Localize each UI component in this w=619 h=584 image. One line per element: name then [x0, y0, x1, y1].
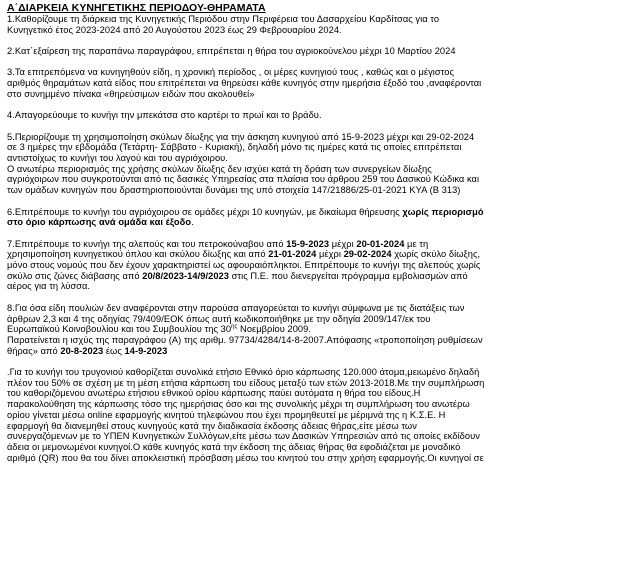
date-15-9-2023: 15-9-2023 [286, 238, 330, 249]
paragraph-2-line: 2.Κατ΄εξαίρεση της παραπάνω παραγράφου, επιτρέπεται η θήρα του αγριοκούνελου μέχρι 10 Μαρτίου 2024 [7, 46, 456, 57]
paragraph-8-text: Ευρωπαϊκού Κοινοβουλίου και του Συμβουλίου της 30 [7, 324, 232, 335]
paragraph-3-line: 3.Τα επιτρεπόμενα να κυνηγηθούν είδη, η χρονική περίοδος , οι μέρες κυνηγιού τους , καθώς και ο μέγιστος [7, 67, 455, 78]
date-20-8-2023: 20-8-2023 [60, 345, 104, 356]
paragraph-2 [7, 46, 611, 57]
paragraph-8-text: έως [103, 345, 125, 356]
paragraph-9-line: εφαρμογή θα διανεμηθεί στους κυνηγούς κατά την διαδικασία έκδοσης άδειας θήρας,είτε μέσω των [7, 420, 417, 431]
paragraph-9-line: του καθοριζόμενου ανωτέρω ετήσιου εθνικού ορίου κάρπωσης παύει αυτόματα η θήρα του είδους.Η [7, 388, 421, 399]
paragraph-3-line: αριθμός θηραμάτων κατά είδος που επιτρέπεται να θηρεύσει κάθε κυνηγός στην ημερήσια έξοδό του ,αναφέρονται [7, 78, 482, 89]
date-14-9-2023: 14-9-2023 [124, 345, 168, 356]
paragraph-6 [7, 207, 611, 228]
paragraph-9-line: ορίου γίνεται μέσω online εφαρμογής κινητού τηλεφώνου που έχει προμηθευτεί με μέριμνά της η Κ.Σ.Ε. Η [7, 409, 446, 420]
document-page [7, 2, 611, 463]
paragraph-7-line: μόνο στους νομούς που δεν έχουν χαρακτηριστεί ως αφουραιόπληκτοι. Επιτρέπουμε το κυνήγι της αλεπούς χωρίς [7, 260, 481, 271]
paragraph-7 [7, 239, 611, 293]
paragraph-5-line: των ομάδων κυνηγών που δραστηριοποιούνται δυνάμει της υπό στοιχεία 147/21886/25-01-2021 ΚΥΑ (Β 313) [7, 185, 461, 196]
paragraph-8-text: Νοεμβρίου 2009. [237, 324, 311, 335]
paragraph-9 [7, 367, 611, 463]
paragraph-7-text: χωρίς σκύλο δίωξης, [391, 249, 481, 260]
paragraph-5-line: αντιστοίχως το κυνήγι του λαγού και του αγριόχοιρου. [7, 153, 228, 164]
paragraph-5-line: Ο ανωτέρω περιορισμός της χρήσης σκύλων δίωξης δεν ισχύει κατά τη δράση των συνεργείων δίωξης [7, 163, 432, 174]
paragraph-3 [7, 67, 611, 99]
paragraph-8-text: θήρας» από [7, 345, 61, 356]
paragraph-7-text: χρησιμοποίηση κυνηγετικού όπλου και σκύλου δίωξης και από [7, 249, 269, 260]
paragraph-7-text: σκύλο στις ζώνες διάβασης από [7, 270, 143, 281]
date-20-01-2024: 20-01-2024 [356, 238, 405, 249]
paragraph-6-line [7, 217, 611, 228]
paragraph-9-line: άδεια οι μεμονωμένοι κυνηγοί.Ο κάθε κυνηγός κατά την έκδοση της άδειας θήρας θα εφοδιάζεται με μοναδικό [7, 442, 461, 452]
paragraph-8 [7, 303, 611, 357]
paragraph-4 [7, 110, 611, 121]
paragraph-5-line: 5.Περιορίζουμε τη χρησιμοποίηση σκύλων δίωξης για την άσκηση κυνηγιού από 15-9-2023 μέχρι και 29-02-2024 [7, 131, 475, 142]
paragraph-3-line: στο συνημμένο πίνακα «θηρεύσιμων ειδών που ακολουθεί» [7, 88, 255, 99]
paragraph-5 [7, 132, 611, 196]
date-21-01-2024: 21-01-2024 [268, 249, 317, 260]
page-title: Α΄ΔΙΑΡΚΕΙΑ ΚΥΝΗΓΕΤΙΚΗΣ ΠΕΡΙΟΔΟΥ-ΘΗΡΑΜΑΤΑ [7, 2, 266, 14]
paragraph-8-line: 8.Για όσα είδη πουλιών δεν αναφέρονται στην παρούσα απαγορεύεται το κυνήγι σύμφωνα με τις διατάξεις των [7, 302, 465, 313]
paragraph-6-text: 6.Επιτρέπουμε το κυνήγι του αγριόχοιρου σε ομάδες μέχρι 10 κυνηγών, με δικαίωμα θήρευσης [7, 206, 403, 217]
paragraph-8-line [7, 346, 611, 357]
paragraph-5-line: σε 3 ημέρες την εβδομάδα (Τετάρτη- Σάββατο - Κυριακή), δηλαδή μόνο τις ημέρες κατά τις οποίες επιτρέπεται [7, 142, 462, 153]
paragraph-7-line: αέρος για τη λύσσα. [7, 281, 91, 292]
paragraph-7-line [7, 271, 611, 282]
paragraph-9-line: συνεργαζόμενων με το ΥΠΕΝ Κυνηγετικών Συλλόγων,είτε μέσω των Δασικών Υπηρεσιών από τις οποίες εκδίδουν [7, 431, 480, 442]
paragraph-9-line: πλέον του 50% σε σχέση με τη μέση ετήσια κάρπωση του είδους μεταξύ των ετών 2013-2018.Με την συμπλήρωση [7, 377, 485, 388]
paragraph-7-line [7, 239, 611, 250]
paragraph-7-text: μέχρι [316, 249, 344, 260]
paragraph-6-text: . [191, 217, 194, 228]
paragraph-8-line: άρθρων 2,3 και 4 της οδηγίας 79/409/ΕΟΚ όπως αυτή κωδικοποιήθηκε με την οδηγία 2009/147/εκ του [7, 313, 431, 324]
date-29-02-2024: 29-02-2024 [343, 249, 392, 260]
paragraph-4-line: 4.Απαγορεύουμε το κυνήγι την μπεκάτσα στο καρτέρι το πρωί και το βράδυ. [7, 110, 322, 121]
paragraph-7-text: στις Π.Ε. που διενεργείται πρόγραμμα εμβολιασμών από [228, 270, 468, 281]
paragraph-8-line [7, 324, 611, 335]
paragraph-9-line: .Για το κυνήγι του τρυγονιού καθορίζεται συνολικά ετήσιο Εθνικό όριο κάρπωσης 120.000 άτομα,μειωμένο δηλαδή [7, 367, 480, 378]
paragraph-7-text: μέχρι [329, 238, 357, 249]
paragraph-7-line [7, 249, 611, 260]
paragraph-1-line: Κυνηγετικό έτος 2023-2024 από 20 Αυγούστου 2023 έως 29 Φεβρουαρίου 2024. [7, 24, 342, 35]
paragraph-1 [7, 14, 611, 35]
paragraph-1-line: 1.Καθορίζουμε τη διάρκεια της Κυνηγετικής Περιόδου στην Περιφέρεια του Δασαρχείου Καρδίτσας για το [7, 14, 440, 24]
paragraph-5-line: αγριόχοιρων που συγκροτούνται από τις δασικές Υπηρεσίας στα πλαίσια του άρθρου 259 του Δασικού Κώδικα και [7, 174, 480, 185]
paragraph-6-line [7, 207, 611, 218]
paragraph-9-line: αριθμό (QR) που θα του δίνει αποκλειστική πρόσβαση μέσω του κινητού του στην χρήση εφαρμογής.Οι κυνηγοί σε [7, 452, 484, 463]
paragraph-7-text: 7.Επιτρέπουμε το κυνήγι της αλεπούς και του πετροκούναβου από [7, 238, 287, 249]
paragraph-6-emphasis: στο όριο κάρπωσης ανά ομάδα και έξοδο [7, 217, 192, 228]
paragraph-9-line: παρακολούθηση της κάρπωσης τόσο της ημερήσιας όσο και της συνολικής μέχρι τη συμπλήρωση του ανωτέρω [7, 399, 470, 410]
paragraph-7-text: με τη [404, 238, 429, 249]
paragraph-6-emphasis: χωρίς περιορισμό [402, 206, 484, 217]
ordinal-superscript: ης [231, 324, 238, 331]
date-range-crossing-zones: 20/8/2023-14/9/2023 [142, 270, 229, 281]
paragraph-8-line: Παρατείνεται η ισχύς της παραγράφου (Α) της αριθμ. 97734/4284/14-8-2007.Απόφασης «τροποποίηση ρυθμίσεων [7, 334, 483, 345]
